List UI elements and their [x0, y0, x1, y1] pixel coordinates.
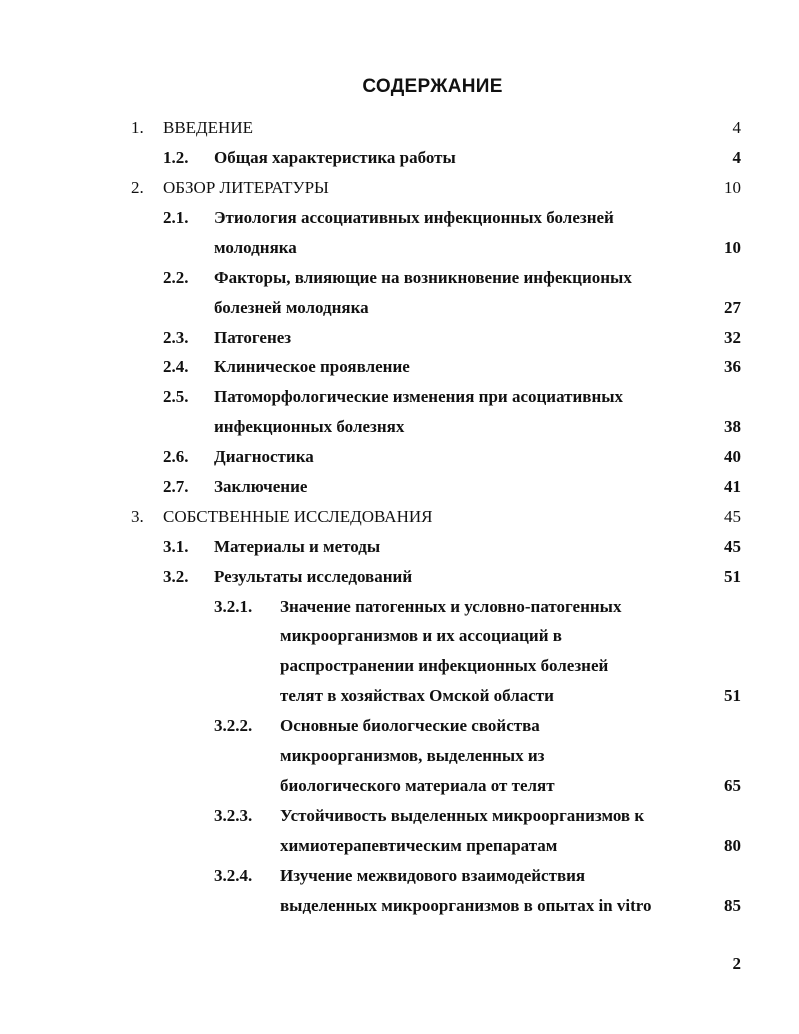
- toc-entry-number: 3.2.1.: [214, 597, 253, 616]
- toc-entry-number: 3.1.: [163, 537, 189, 556]
- toc-entry-text: ОБЗОР ЛИТЕРАТУРЫ: [163, 178, 329, 197]
- toc-entry-text: Общая характеристика работы: [214, 148, 456, 167]
- toc-entry-page: 45: [724, 537, 741, 556]
- toc-entry-page: 27: [724, 298, 741, 317]
- toc-entry-text: инфекционных болезнях: [214, 417, 405, 436]
- toc-entry-number: 1.2.: [163, 148, 189, 167]
- toc-entry-text: Материалы и методы: [214, 537, 381, 556]
- toc-entry-text: микроорганизмов, выделенных из: [280, 746, 545, 765]
- toc-entry-number: 1.: [131, 118, 144, 137]
- toc-entry-number: 2.5.: [163, 387, 189, 406]
- toc-entry-text: Основные биологческие свойства: [280, 716, 540, 735]
- toc-entry-number: 2.3.: [163, 328, 189, 347]
- toc-entry-text: Диагностика: [214, 447, 314, 466]
- toc-entry-text: распространении инфекционных болезней: [280, 656, 609, 675]
- toc-entry-number: 3.2.: [163, 567, 189, 586]
- toc-entry-page: 45: [724, 507, 741, 526]
- toc-entry-text: телят в хозяйствах Омской области: [280, 686, 554, 705]
- toc-entry-page: 10: [724, 238, 741, 257]
- toc-entry-text: Изучение межвидового взаимодействия: [280, 866, 586, 885]
- toc-entry-text: Устойчивость выделенных микроорганизмов к: [280, 806, 645, 825]
- toc-entry-page: 51: [724, 567, 741, 586]
- toc-entry-text: Этиология ассоциативных инфекционных болезней: [214, 208, 614, 227]
- toc-entry-text: молодняка: [214, 238, 297, 257]
- page-title: СОДЕРЖАНИЕ: [362, 76, 503, 97]
- toc-entry-text: Патоморфологические изменения при асоциативных: [214, 387, 624, 406]
- toc-entry-page: 10: [724, 178, 741, 197]
- toc-entry-page: 4: [732, 118, 741, 137]
- toc-entry-text: Значение патогенных и условно-патогенных: [280, 597, 622, 616]
- toc-entry-text: СОБСТВЕННЫЕ ИССЛЕДОВАНИЯ: [163, 507, 433, 526]
- toc-entry-number: 2.1.: [163, 208, 189, 227]
- toc-entry-page: 4: [732, 148, 741, 167]
- toc-entry-text: Заключение: [214, 477, 308, 496]
- toc-entry-page: 36: [724, 357, 741, 376]
- toc-entry-number: 2.2.: [163, 268, 189, 287]
- toc-entry-text: Клиническое проявление: [214, 357, 410, 376]
- toc-entry-text: болезней молодняка: [214, 298, 369, 317]
- toc-entry-page: 41: [724, 477, 741, 496]
- toc-entry-text: Факторы, влияющие на возникновение инфекционых: [214, 268, 632, 287]
- toc-entry-number: 2.4.: [163, 357, 189, 376]
- toc-entry-number: 3.2.3.: [214, 806, 253, 825]
- toc-entry-number: 2.: [131, 178, 144, 197]
- toc-entry-text: ВВЕДЕНИЕ: [163, 118, 253, 137]
- toc-entry-page: 40: [724, 447, 741, 466]
- toc-entry-text: Патогенез: [214, 328, 292, 347]
- toc-entry-page: 80: [724, 836, 741, 855]
- toc-entry-page: 32: [724, 328, 741, 347]
- toc-entry-number: 2.7.: [163, 477, 189, 496]
- toc-entry-page: 85: [724, 896, 741, 915]
- page-number: 2: [732, 954, 741, 973]
- toc-entry-number: 3.: [131, 507, 144, 526]
- toc-entry-page: 38: [724, 417, 741, 436]
- toc-entry-text: биологического материала от телят: [280, 776, 555, 795]
- toc-entry-text: химиотерапевтическим препаратам: [280, 836, 558, 855]
- toc-entry-page: 65: [724, 776, 741, 795]
- toc-entry-number: 2.6.: [163, 447, 189, 466]
- toc-entry-number: 3.2.2.: [214, 716, 253, 735]
- toc-entry-text: Результаты исследований: [214, 567, 413, 586]
- toc-entry-text: микроорганизмов и их ассоциаций в: [280, 626, 562, 645]
- toc-entry-number: 3.2.4.: [214, 866, 253, 885]
- toc-entry-text: выделенных микроорганизмов в опытах in vitro: [280, 896, 652, 915]
- toc-entry-page: 51: [724, 686, 741, 705]
